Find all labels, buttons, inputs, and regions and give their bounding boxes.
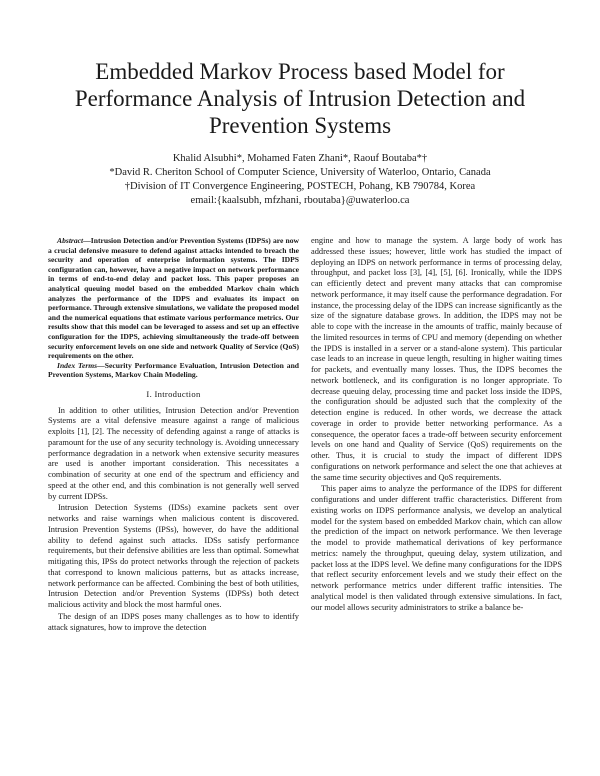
left-body <box>48 406 299 634</box>
right-column <box>311 236 562 613</box>
author-block <box>40 152 560 208</box>
paragraph: In addition to other utilities, Intrusion Detection and/or Prevention Systems are a vital defensive measure against a range of malicious exploits [1], [2]. The necessity of defending against a range of attacks is paramount for the use of any security technology is. Avoiding unnecessary performance degradation in a network when extensive security measures are used is another important consideration. This necessitates a combination of security at one end of the spectrum and efficiency and speed at the other end, and this combination is not generally well served by current IDPSs. <box>48 405 299 501</box>
paragraph: This paper aims to analyze the performance of the IDPS for different configurations and under different traffic characteristics. Different from existing works on IDPS performance analysis, we develop an analytical model for the system based on embedded Markov chain, which can allow the prediction of the impact on network performance. We then leverage the model to provide mathematical derivations of key performance metrics: namely the throughput, queuing delay, system utilization, and packet loss at the IDPS level. We define many configurations for the IDPS that reflect security enforcement levels and we study their effect on the network performance metrics under different traffic intensities. The analytical model is then validated through extensive simulations. In fact, our model allows security administrators to strike a balance be- <box>311 484 562 612</box>
author-names: Khalid Alsubhi*, Mohamed Faten Zhani*, Raouf Boutaba*† <box>172 153 428 164</box>
affiliation-postech: †Division of IT Convergence Engineering, POSTECH, Pohang, KB 790784, Korea <box>124 181 476 192</box>
paragraph: Intrusion Detection Systems (IDSs) examine packets sent over networks and raise warnings when malicious content is discovered. Intrusion Prevention Systems (IPSs), however, do have the additional ability to defend against such attacks. IDSs satisfy performance requirements, but their defensive abilities are less than optimal. Somewhat mitigating this, IPSs do protect networks through the rejection of packets that correspond to known malicious patterns, but as attacks increase, network performance can be affected. Combining the best of both utilities, Intrusion Detection and/or Prevention Systems (IDPSs) both detect malicious activity and block the most harmful ones. <box>48 503 299 610</box>
paragraph: engine and how to manage the system. A large body of work has addressed these issues; however, little work has studied the impact of deploying an IDPS on network performance in terms of processing delay, throughput, and packet loss [3], [4], [5], [6]. Ironically, while the IDPS can efficiently detect and prevent many attacks that can compromise network performance, it may itself cause the performance degradation. For instance, the processing delay of the IDPS can increase significantly as the size of the signature database grows. In addition, the IDPS may not be able to cope with the increase in the amounts of traffic, mainly because of the limited resources in terms of CPU and memory (depending on whether the IPDS is installed in a server or a stand-alone system). This particular case leads to an increase in queue length, resulting in higher waiting times for packets, and eventually many losses. Thus, the IDPS becomes the network bottleneck, and its configuration is no longer appropriate. To decrease queuing delay, processing time and packet loss inside the IDPS, the configuration should be adjusted such that the complexity of the detection engine is reduced. In other words, we decrease the attack coverage in order to provide better networking performance. As a consequence, the operator faces a trade-off between security enforcement levels on one hand and Quality of Service (QoS) requirements on the other. Thus, it is crucial to study the impact of different IDPS configurations on network performance and select the one that achieves at the same time security objectives and QoS requirements. <box>311 236 562 482</box>
author-email: email:{kaalsubh, mfzhani, rboutaba}@uwaterloo.ca <box>190 195 410 206</box>
right-body <box>311 236 562 613</box>
index-terms-label: Index Terms <box>57 360 98 370</box>
index-terms <box>48 361 299 380</box>
section-heading-introduction: I. Introduction <box>146 388 201 399</box>
abstract-text: —Intrusion Detection and/or Prevention Systems (IDPSs) are now a crucial defensive measure to defend against attacks intended to breach the security and operation of enterprise information systems. The IDPS configuration can, however, have a negative impact on network performance in terms of end-to-end delay and packet loss. This paper proposes an analytical queuing model based on the embedded Markov chain which analyzes the performance of the IDPS and evaluates its impact on performance. Through extensive simulations, we validate the proposed model and the numerical equations that estimate various performance metrics. Our results show that this model can be leveraged to assess and set up an effective configuration for the IDPS, achieving simultaneously the trade-off between security enforcement levels on one side and network Quality of Service (QoS) requirements on the other. <box>48 236 299 361</box>
paper-title: Embedded Markov Process based Model for Performance Analysis of Intrusion Detection and Prevention Systems <box>74 59 526 138</box>
left-column <box>48 236 299 633</box>
abstract <box>48 236 299 361</box>
affiliation-waterloo: *David R. Cheriton School of Computer Science, University of Waterloo, Ontario, Canada <box>109 167 491 178</box>
index-terms-text: —Security Performance Evaluation, Intrusion Detection and Prevention Systems, Markov Chain Modeling. <box>48 360 300 380</box>
paragraph: The design of an IDPS poses many challenges as to how to identify attack signatures, how to improve the detection <box>48 611 299 632</box>
abstract-label: Abstract <box>57 236 84 245</box>
